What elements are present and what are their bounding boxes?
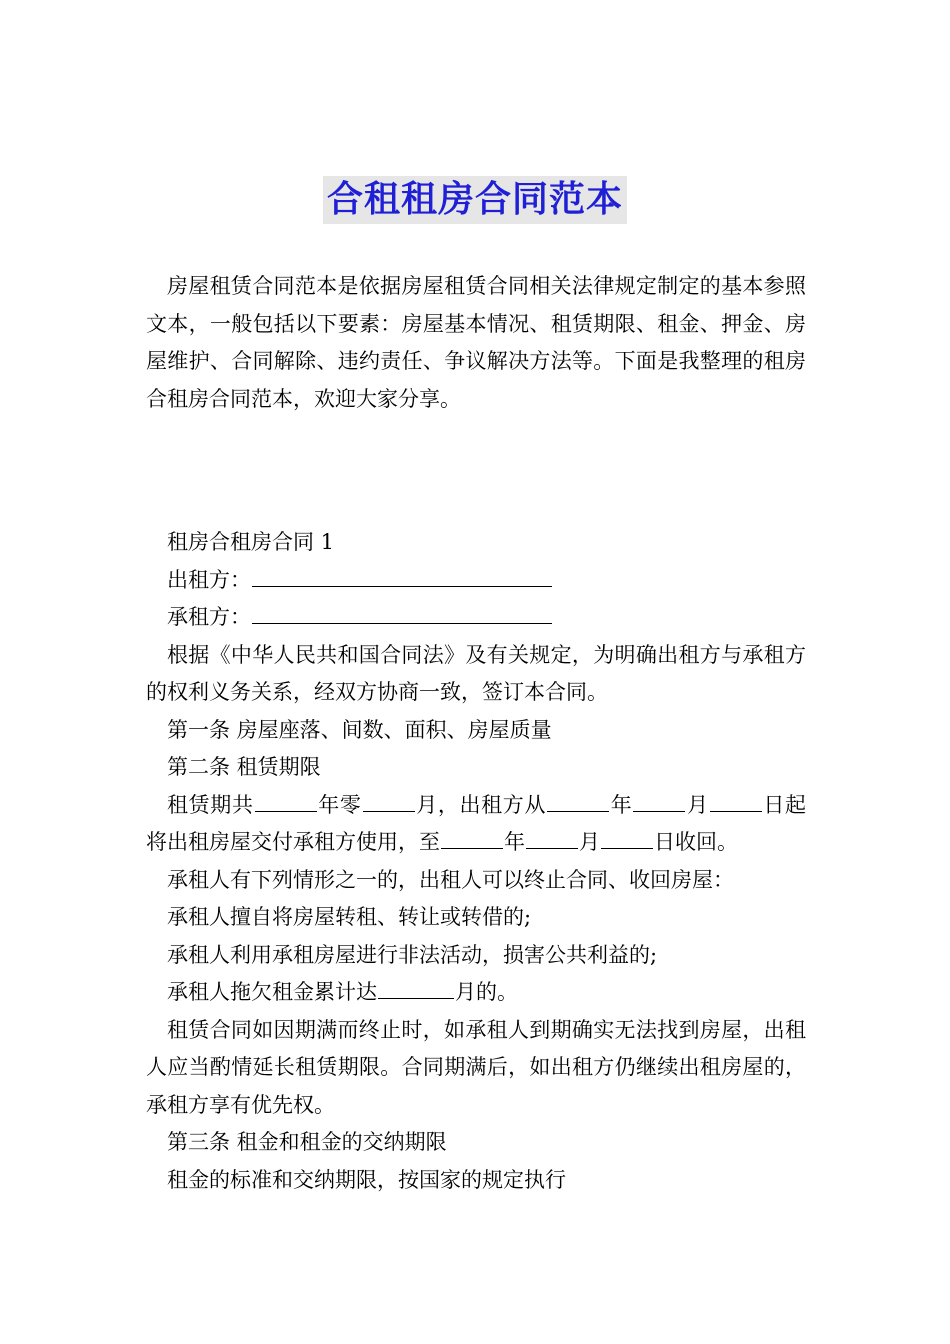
term-text: 月	[579, 830, 600, 854]
term-years-blank[interactable]	[255, 791, 317, 812]
preamble-paragraph: 根据《中华人民共和国合同法》及有关规定，为明确出租方与承租方的权利义务关系，经双方协商一致，签订本合同。	[146, 642, 806, 704]
term-text: 租赁期共	[167, 792, 254, 817]
arrears-months-blank[interactable]	[378, 978, 454, 999]
term-text: 日收回。	[654, 830, 738, 854]
lessor-line	[146, 562, 806, 600]
termination-intro: 承租人有下列情形之一的，出租人可以终止合同、收回房屋：	[167, 867, 734, 892]
article-1-heading: 第一条 房屋座落、间数、面积、房屋质量	[167, 717, 552, 742]
article-3-heading: 第三条 租金和租金的交纳期限	[167, 1130, 447, 1154]
term-text: 月，出租方从	[415, 792, 547, 817]
term-text: 年零	[317, 792, 362, 817]
start-day-blank[interactable]	[710, 791, 762, 812]
start-year-blank[interactable]	[547, 791, 609, 812]
article-2-heading: 第二条 租赁期限	[167, 755, 321, 779]
rent-standard-paragraph: 租金的标准和交纳期限，按国家的规定执行	[167, 1167, 566, 1192]
termination-item-2: 承租人利用承租房屋进行非法活动，损害公共利益的;	[167, 942, 658, 967]
start-month-blank[interactable]	[633, 791, 685, 812]
term-text: 日起将出租房屋交付承租方使用，至	[146, 792, 807, 854]
termination-item-3	[146, 974, 806, 1012]
term-text: 年	[504, 830, 525, 854]
term-text: 年	[610, 792, 633, 817]
term-months-blank[interactable]	[363, 791, 415, 812]
lessee-line	[146, 599, 806, 637]
term-paragraph	[146, 787, 806, 862]
contract-heading: 租房合租房合同 1	[167, 530, 335, 554]
intro-paragraph: 房屋租赁合同范本是依据房屋租赁合同相关法律规定制定的基本参照文本，一般包括以下要素：房屋基本情况、租赁期限、租金、押金、房屋维护、合同解除、违约责任、争议解决方法等。下面是我整理的租房合租房合同范本，欢迎大家分享。	[146, 274, 806, 411]
end-day-blank[interactable]	[601, 828, 653, 849]
document-title: 合租租房合同范本	[323, 176, 627, 224]
contract-body	[146, 524, 806, 1199]
end-month-blank[interactable]	[526, 828, 578, 849]
lessor-label: 出租方：	[167, 567, 251, 592]
term-text: 月	[686, 792, 709, 817]
end-year-blank[interactable]	[441, 828, 503, 849]
title-container	[0, 176, 950, 224]
termination-item-1: 承租人擅自将房屋转租、转让或转借的;	[167, 905, 532, 929]
termination-text: 月的。	[455, 980, 518, 1004]
expiry-clause: 租赁合同如因期满而终止时，如承租人到期确实无法找到房屋，出租人应当酌情延长租赁期限。合同期满后，如出租方仍继续出租房屋的，承租方享有优先权。	[146, 1017, 806, 1117]
termination-text: 承租人拖欠租金累计达	[167, 980, 377, 1004]
lessee-label: 承租方：	[167, 605, 251, 629]
lessee-blank[interactable]	[252, 603, 552, 624]
lessor-blank[interactable]	[252, 566, 552, 587]
